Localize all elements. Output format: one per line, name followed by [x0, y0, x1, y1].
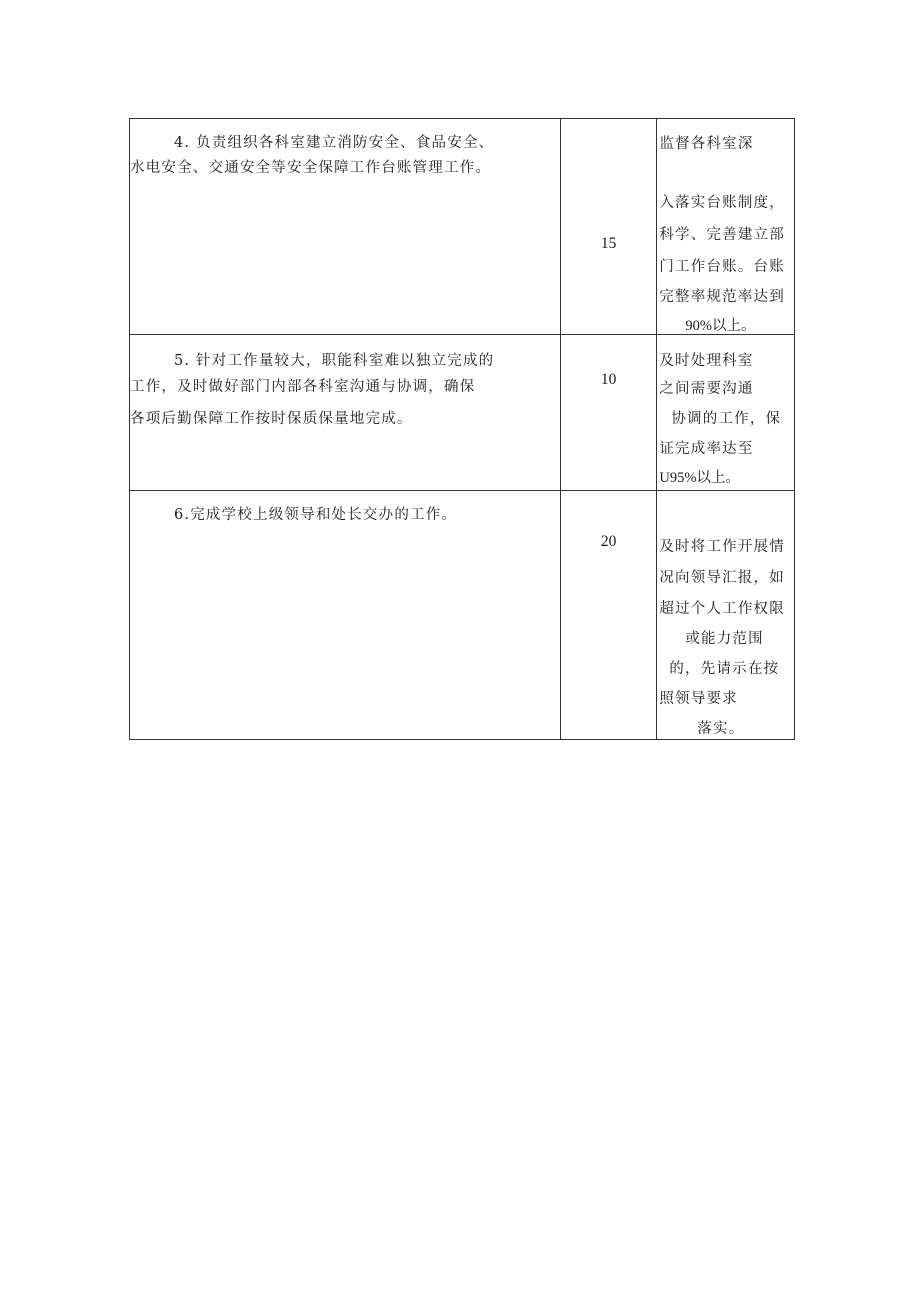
standard-text-line: 入落实台账制度，	[659, 195, 785, 211]
duty-table	[129, 118, 795, 740]
standard-text-line: U95%以上。	[659, 470, 740, 486]
duty-text-line: 水电安全、交通安全等安全保障工作台账管理工作。	[130, 160, 492, 176]
standard-text-line: 照领导要求	[659, 691, 738, 707]
duty-text-line: 6.完成学校上级领导和处长交办的工作。	[174, 507, 458, 523]
standard-text-line: 协调的工作，保	[671, 411, 782, 427]
duty-text-line: 工作，及时做好部门内部各科室沟通与协调，确保	[130, 379, 476, 395]
standard-text-line: 况向领导汇报，如	[659, 570, 785, 586]
standard-text-line: 监督各科室深	[659, 136, 754, 152]
score-cell	[560, 491, 656, 740]
duty-cell	[130, 335, 561, 491]
standard-cell	[657, 491, 795, 740]
duty-cell	[130, 119, 561, 335]
standard-text-line: 及时处理科室	[659, 353, 754, 369]
table-row	[130, 491, 795, 740]
score-cell	[560, 335, 656, 491]
standard-text-line: 证完成率达至	[659, 441, 754, 457]
score-cell	[560, 119, 656, 335]
table-row	[130, 335, 795, 491]
duty-cell	[130, 491, 561, 740]
score-value: 20	[600, 533, 617, 550]
duty-text-line: 5. 针对工作量较大，职能科室难以独立完成的	[174, 353, 495, 369]
duty-text-line: 4. 负责组织各科室建立消防安全、食品安全、	[174, 135, 495, 151]
standard-text-line: 或能力范围	[685, 631, 764, 647]
standard-cell	[657, 335, 795, 491]
standard-text-line: 及时将工作开展情	[659, 539, 785, 555]
score-value: 15	[600, 235, 617, 252]
standard-text-line: 90%以上。	[685, 318, 756, 334]
standard-text-line: 完整率规范率达到	[659, 289, 785, 305]
duty-text-line: 各项后勤保障工作按时保质保量地完成。	[130, 411, 413, 427]
table-row	[130, 119, 795, 335]
standard-text-line: 落实。	[697, 721, 745, 737]
standard-text-line: 超过个人工作权限	[659, 601, 785, 617]
standard-text-line: 门工作台账。台账	[659, 259, 785, 275]
standard-text-line: 之间需要沟通	[659, 381, 754, 397]
standard-text-line: 的，先请示在按	[669, 661, 780, 677]
score-value: 10	[600, 371, 617, 388]
standard-text-line: 科学、完善建立部	[659, 227, 785, 243]
standard-cell	[657, 119, 795, 335]
